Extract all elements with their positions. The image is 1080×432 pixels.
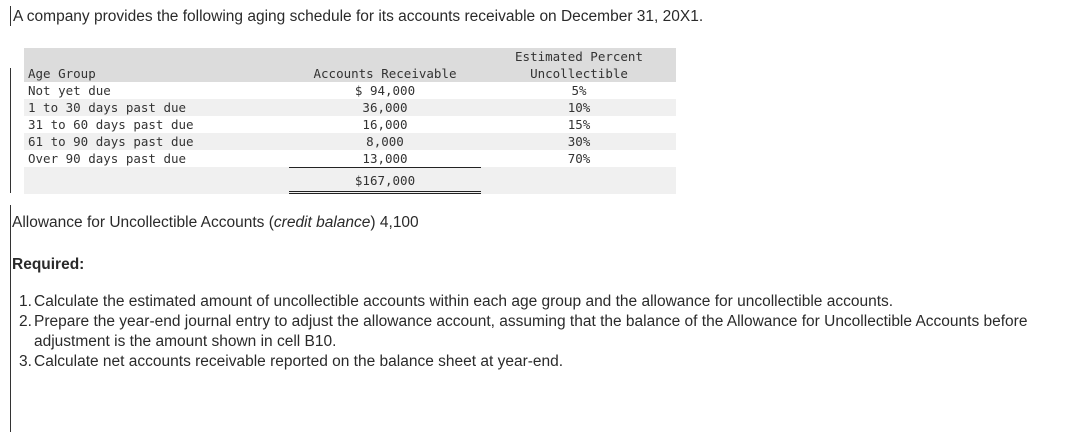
row-age-group: 1 to 30 days past due — [28, 100, 187, 115]
list-item-number: 2. — [19, 313, 32, 330]
list-item — [19, 292, 1069, 312]
allowance-emphasis: credit balance — [273, 214, 371, 231]
requirements-list — [19, 292, 1069, 372]
margin-line-bottom — [10, 205, 11, 432]
double-underline-top — [289, 191, 481, 192]
table-row — [24, 99, 676, 116]
row-age-group: 61 to 90 days past due — [28, 134, 194, 149]
subtotal-rule — [289, 167, 481, 168]
header-accounts-receivable: Accounts Receivable — [313, 66, 457, 81]
header-estimated-percent: Estimated Percent — [515, 49, 643, 64]
list-item-number: 1. — [19, 293, 32, 310]
table-row — [24, 82, 676, 99]
row-accounts-receivable: 16,000 — [362, 117, 408, 132]
list-item-text: Calculate the estimated amount of uncollectible accounts within each age group and the allowance for uncollectible accounts. — [34, 293, 894, 310]
row-age-group: Over 90 days past due — [28, 151, 187, 166]
list-item-number: 3. — [19, 353, 32, 370]
margin-line-table — [10, 68, 11, 193]
row-percent: 10% — [567, 100, 591, 115]
table-row — [24, 116, 676, 133]
table-header-row — [24, 48, 676, 82]
row-percent: 15% — [567, 117, 591, 132]
list-item-text: Calculate net accounts receivable reported on the balance sheet at year-end. — [34, 353, 564, 370]
row-age-group: 31 to 60 days past due — [28, 117, 194, 132]
row-age-group: Not yet due — [28, 83, 111, 98]
required-heading: Required: — [12, 256, 85, 273]
row-percent: 30% — [567, 134, 591, 149]
list-item-text: Prepare the year-end journal entry to adjust the allowance account, assuming that the balance of the Allowance for Uncollectible Accounts before adjustment is the amount shown in cell B10. — [34, 313, 1028, 350]
allowance-suffix: ) 4,100 — [370, 214, 419, 231]
double-underline-bottom — [289, 193, 481, 194]
row-percent: 5% — [571, 83, 587, 98]
aging-schedule-table — [24, 48, 676, 194]
table-row — [24, 133, 676, 150]
list-item — [19, 312, 1069, 352]
intro-text: A company provides the following aging schedule for its accounts receivable on December 31, 20X1. — [13, 8, 704, 25]
allowance-text — [12, 214, 419, 232]
row-accounts-receivable: 36,000 — [362, 100, 408, 115]
row-accounts-receivable: 13,000 — [362, 151, 408, 166]
row-accounts-receivable: $ 94,000 — [354, 83, 416, 98]
allowance-prefix: Allowance for Uncollectible Accounts ( — [12, 214, 274, 231]
header-uncollectible: Uncollectible — [530, 66, 628, 81]
table-total-row — [24, 167, 676, 194]
table-row — [24, 150, 676, 167]
row-accounts-receivable: 8,000 — [366, 134, 404, 149]
row-percent: 70% — [567, 151, 591, 166]
header-age-group: Age Group — [28, 66, 96, 81]
list-item — [19, 352, 1069, 372]
total-accounts-receivable: $167,000 — [354, 173, 416, 188]
margin-line-top — [10, 6, 11, 26]
